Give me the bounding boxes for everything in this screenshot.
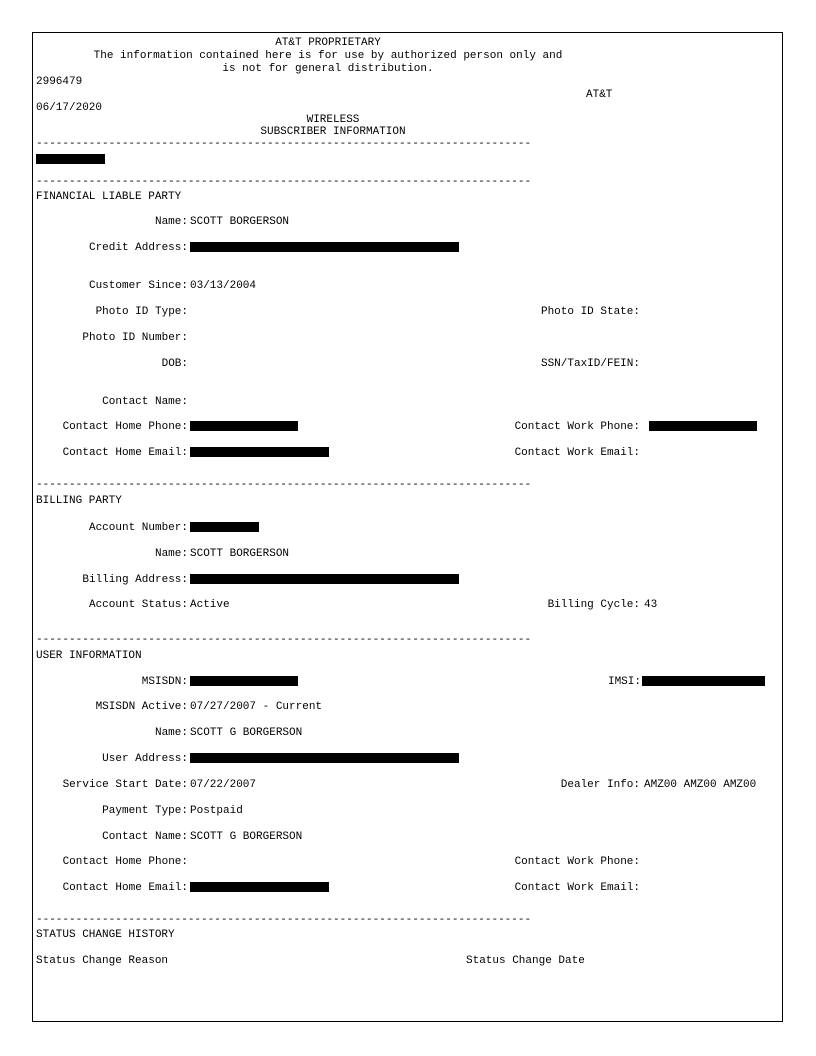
photo-id-state-label: Photo ID State: bbox=[540, 306, 640, 318]
billing-name-label: Name: bbox=[154, 548, 188, 560]
section-heading-user: USER INFORMATION bbox=[36, 650, 142, 662]
redaction-block bbox=[36, 154, 105, 164]
contact-work-email-label: Contact Work Email: bbox=[514, 447, 640, 459]
payment-type-value: Postpaid bbox=[190, 805, 243, 817]
redaction-block bbox=[190, 676, 298, 686]
account-number-label: Account Number: bbox=[88, 522, 188, 534]
customer-since-value: 03/13/2004 bbox=[190, 280, 257, 292]
divider: --------------------------------------------------------------------------- bbox=[36, 138, 532, 150]
section-heading-status-history: STATUS CHANGE HISTORY bbox=[36, 929, 175, 941]
ssn-label: SSN/TaxID/FEIN: bbox=[540, 358, 640, 370]
dealer-info-value: AMZ00 AMZ00 AMZ00 bbox=[644, 779, 757, 791]
service-start-value: 07/22/2007 bbox=[190, 779, 257, 791]
user-contact-work-phone-label: Contact Work Phone: bbox=[514, 856, 640, 868]
financial-name-value: SCOTT BORGERSON bbox=[190, 216, 290, 228]
account-status-value: Active bbox=[190, 599, 230, 611]
credit-address-label: Credit Address: bbox=[88, 242, 188, 254]
user-contact-name-value: SCOTT G BORGERSON bbox=[190, 831, 303, 843]
contact-home-phone-label: Contact Home Phone: bbox=[62, 421, 188, 433]
redaction-block bbox=[190, 753, 459, 763]
dob-label: DOB: bbox=[161, 358, 188, 370]
service-start-label: Service Start Date: bbox=[62, 779, 188, 791]
msisdn-active-label: MSISDN Active: bbox=[95, 701, 188, 713]
user-contact-home-email-label: Contact Home Email: bbox=[62, 882, 188, 894]
dealer-info-label: Dealer Info: bbox=[560, 779, 640, 791]
document-title-line-1: WIRELESS bbox=[306, 114, 360, 126]
redaction-block bbox=[190, 574, 459, 584]
redaction-block bbox=[642, 676, 765, 686]
contact-home-email-label: Contact Home Email: bbox=[62, 447, 188, 459]
status-change-reason-column: Status Change Reason bbox=[36, 955, 169, 967]
contact-work-phone-label: Contact Work Phone: bbox=[514, 421, 640, 433]
section-heading-financial: FINANCIAL LIABLE PARTY bbox=[36, 191, 182, 203]
divider: --------------------------------------------------------------------------- bbox=[36, 176, 532, 188]
payment-type-label: Payment Type: bbox=[102, 805, 188, 817]
msisdn-active-value: 07/27/2007 - Current bbox=[190, 701, 323, 713]
divider: --------------------------------------------------------------------------- bbox=[36, 479, 532, 491]
photo-id-type-label: Photo ID Type: bbox=[95, 306, 188, 318]
user-contact-home-phone-label: Contact Home Phone: bbox=[62, 856, 188, 868]
account-status-label: Account Status: bbox=[88, 599, 188, 611]
billing-cycle-value: 43 bbox=[644, 599, 658, 611]
msisdn-label: MSISDN: bbox=[141, 676, 188, 688]
contact-name-label: Contact Name: bbox=[102, 396, 188, 408]
notice-line-1: The information contained here is for use by authorized person only and bbox=[93, 50, 563, 62]
proprietary-banner: AT&T PROPRIETARY bbox=[275, 37, 381, 49]
user-address-label: User Address: bbox=[102, 753, 188, 765]
imsi-label: IMSI: bbox=[607, 676, 641, 688]
redaction-block bbox=[190, 242, 459, 252]
status-change-date-column: Status Change Date bbox=[466, 955, 585, 967]
redaction-block bbox=[190, 882, 329, 892]
divider: --------------------------------------------------------------------------- bbox=[36, 914, 532, 926]
redaction-block bbox=[190, 447, 329, 457]
notice-line-2: is not for general distribution. bbox=[222, 63, 434, 75]
case-number: 2996479 bbox=[36, 76, 83, 88]
user-name-label: Name: bbox=[154, 727, 188, 739]
user-contact-work-email-label: Contact Work Email: bbox=[514, 882, 640, 894]
section-heading-billing: BILLING PARTY bbox=[36, 495, 122, 507]
name-label: Name: bbox=[154, 216, 188, 228]
photo-id-number-label: Photo ID Number: bbox=[82, 332, 188, 344]
redaction-block bbox=[190, 522, 259, 532]
billing-address-label: Billing Address: bbox=[82, 574, 188, 586]
customer-since-label: Customer Since: bbox=[88, 280, 188, 292]
billing-name-value: SCOTT BORGERSON bbox=[190, 548, 290, 560]
user-name-value: SCOTT G BORGERSON bbox=[190, 727, 303, 739]
divider: --------------------------------------------------------------------------- bbox=[36, 634, 532, 646]
report-date: 06/17/2020 bbox=[36, 102, 103, 114]
subscriber-document bbox=[32, 32, 783, 1022]
document-title-line-2: SUBSCRIBER INFORMATION bbox=[260, 126, 406, 138]
billing-cycle-label: Billing Cycle: bbox=[547, 599, 640, 611]
redaction-block bbox=[190, 421, 298, 431]
redaction-block bbox=[649, 421, 757, 431]
company-name: AT&T bbox=[586, 89, 613, 101]
user-contact-name-label: Contact Name: bbox=[102, 831, 188, 843]
